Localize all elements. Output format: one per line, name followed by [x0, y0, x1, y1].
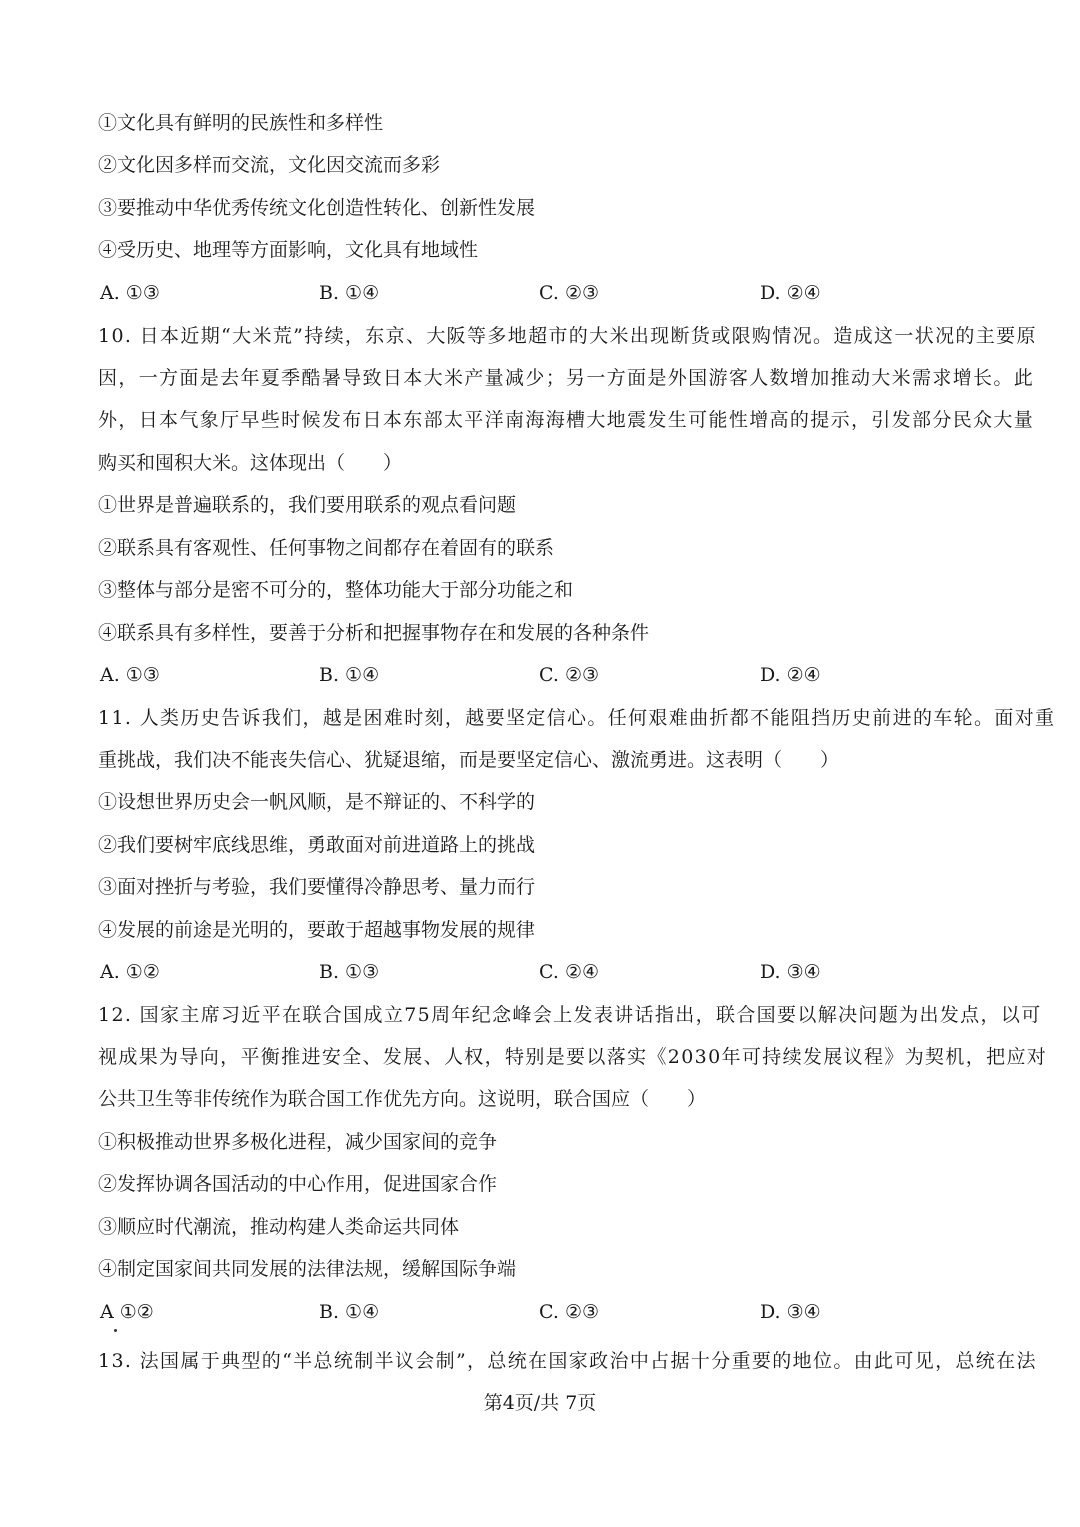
q11-option-b: B. ①③: [319, 961, 380, 983]
q12-stem-line-3: 公共卫生等非传统作为联合国工作优先方向。这说明，联合国应（ ）: [98, 1088, 707, 1110]
q9-option-d: D. ②④: [760, 282, 821, 304]
q10-stem-line-1: 10. 日本近期“大米荒”持续，东京、大阪等多地超市的大米出现断货或限购情况。造成这一状况的主要原: [98, 325, 1037, 347]
q11-option-a: A. ①②: [100, 961, 160, 983]
q10-stem-line-3: 外，日本气象厅早些时候发布日本东部太平洋南海海槽大地震发生可能性增高的提示，引发部分民众大量: [98, 409, 1035, 431]
q10-option-d: D. ②④: [760, 664, 821, 686]
q9-statement-4: ④受历史、地理等方面影响，文化具有地域性: [98, 239, 479, 261]
q11-stem-line-1: 11. 人类历史告诉我们，越是困难时刻，越要坚定信心。任何艰难曲折都不能阻挡历史前进的车轮。面对重: [98, 707, 1056, 729]
q9-option-b: B. ①④: [319, 282, 380, 304]
q9-option-a: A. ①③: [100, 282, 160, 304]
q9-statement-3: ③要推动中华优秀传统文化创造性转化、创新性发展: [98, 197, 536, 219]
q12-statement-1: ①积极推动世界多极化进程，减少国家间的竞争: [98, 1131, 498, 1153]
q10-option-b: B. ①④: [319, 664, 380, 686]
q11-option-c: C. ②④: [539, 961, 600, 983]
q10-stem-line-2: 因，一方面是去年夏季酷暑导致日本大米产量减少；另一方面是外国游客人数增加推动大米需求增长。此: [98, 367, 1035, 389]
q12-statement-4: ④制定国家间共同发展的法律法规，缓解国际争端: [98, 1258, 517, 1280]
q12-option-a: A ①②: [100, 1301, 154, 1323]
q12-statement-2: ②发挥协调各国活动的中心作用，促进国家合作: [98, 1173, 498, 1195]
q9-statement-2: ②文化因多样而交流，文化因交流而多彩: [98, 154, 441, 176]
page-number: 第4页/共 7页: [483, 1392, 597, 1414]
q11-statement-2: ②我们要树牢底线思维，勇敢面对前进道路上的挑战: [98, 834, 536, 856]
q10-statement-2: ②联系具有客观性、任何事物之间都存在着固有的联系: [98, 537, 555, 559]
q12-statement-3: ③顺应时代潮流，推动构建人类命运共同体: [98, 1216, 460, 1238]
q10-stem-line-4: 购买和囤积大米。这体现出（ ）: [98, 452, 403, 474]
q9-option-c: C. ②③: [539, 282, 600, 304]
q10-statement-3: ③整体与部分是密不可分的，整体功能大于部分功能之和: [98, 579, 574, 601]
scan-speck: [114, 1329, 117, 1332]
q10-option-c: C. ②③: [539, 664, 600, 686]
q10-statement-4: ④联系具有多样性，要善于分析和把握事物存在和发展的各种条件: [98, 622, 650, 644]
q11-stem-line-2: 重挑战，我们决不能丧失信心、犹疑退缩，而是要坚定信心、激流勇进。这表明（ ）: [98, 749, 840, 771]
q11-option-d: D. ③④: [760, 961, 821, 983]
q10-statement-1: ①世界是普遍联系的，我们要用联系的观点看问题: [98, 494, 517, 516]
q13-stem-line-1: 13. 法国属于典型的“半总统制半议会制”，总统在国家政治中占据十分重要的地位。由此可见，总统在法: [98, 1350, 1037, 1372]
q11-statement-1: ①设想世界历史会一帆风顺，是不辩证的、不科学的: [98, 791, 536, 813]
q11-statement-4: ④发展的前途是光明的，要敢于超越事物发展的规律: [98, 919, 536, 941]
q11-statement-3: ③面对挫折与考验，我们要懂得冷静思考、量力而行: [98, 876, 536, 898]
q10-option-a: A. ①③: [100, 664, 160, 686]
q9-statement-1: ①文化具有鲜明的民族性和多样性: [98, 112, 384, 134]
q12-option-d: D. ③④: [760, 1301, 821, 1323]
q12-stem-line-2: 视成果为导向，平衡推进安全、发展、人权，特别是要以落实《2030年可持续发展议程》为契机，把应对: [98, 1046, 1048, 1068]
q12-option-b: B. ①④: [319, 1301, 380, 1323]
q12-option-c: C. ②③: [539, 1301, 600, 1323]
q12-stem-line-1: 12. 国家主席习近平在联合国成立75周年纪念峰会上发表讲话指出，联合国要以解决问题为出发点，以可: [98, 1004, 1042, 1026]
